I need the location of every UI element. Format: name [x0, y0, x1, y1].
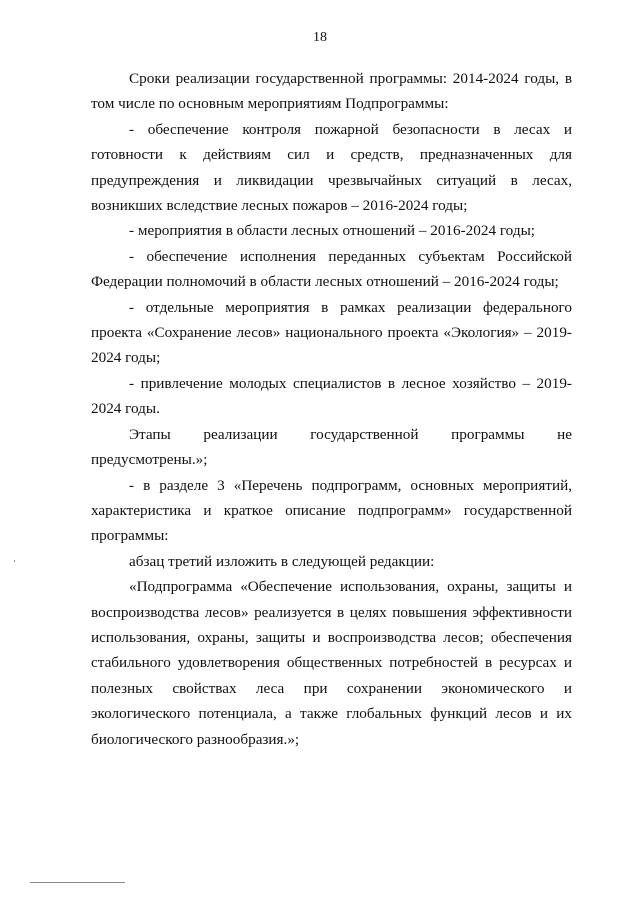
scan-artifact-dot [14, 560, 15, 562]
document-body [91, 66, 572, 752]
paragraph-federal-project: - отдельные мероприятия в рамках реализации федерального проекта «Сохранение лесов» национального проекта «Экология» – 2019-2024 годы; [91, 298, 572, 367]
paragraph-forest-relations: - мероприятия в области лесных отношений – 2016-2024 годы; [129, 222, 535, 240]
scan-artifact-line [30, 882, 125, 883]
paragraph-stages: Этапы реализации государственной программы не предусмотрены.»; [91, 425, 572, 469]
paragraph-section-3: - в разделе 3 «Перечень подпрограмм, основных мероприятий, характеристика и краткое описание подпрограмм» государственной программы: [91, 476, 572, 545]
paragraph-young-specialists: - привлечение молодых специалистов в лесное хозяйство – 2019-2024 годы. [91, 374, 572, 418]
paragraph-fire-safety: - обеспечение контроля пожарной безопасности в лесах и готовности к действиям сил и средств, предназначенных для предупреждения и ликвидации чрезвычайных ситуаций в лесах, возникших вследствие лесных пожаров – 2016-2024 годы; [91, 120, 572, 215]
paragraph-program-terms: Сроки реализации государственной программы: 2014-2024 годы, в том числе по основным мероприятиям Подпрограммы: [91, 70, 572, 113]
paragraph-subprogram-description: «Подпрограмма «Обеспечение использования, охраны, защиты и воспроизводства лесов» реализуется в целях повышения эффективности использования, охраны, защиты и воспроизводства лесов; обеспечения стабильного удовлетворения общественных потребностей в ресурсах и полезных свойствах леса при сохранении экономического и экологического потенциала, а также глобальных функций лесов и их биологического разнообразия.»; [91, 578, 572, 748]
paragraph-delegated-powers: - обеспечение исполнения переданных субъектам Российской Федерации полномочий в области лесных отношений – 2016-2024 годы; [91, 247, 572, 291]
page-number: 18 [313, 30, 327, 45]
paragraph-amend-instruction: абзац третий изложить в следующей редакции: [129, 552, 435, 570]
